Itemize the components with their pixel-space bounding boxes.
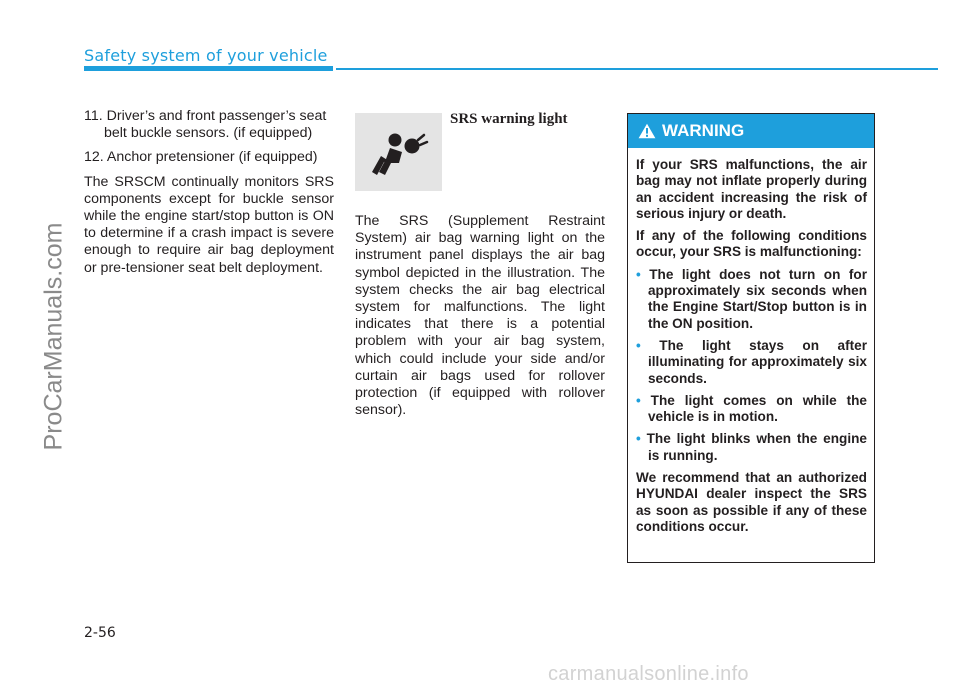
warning-header — [628, 114, 874, 148]
left-column — [84, 108, 334, 277]
page-number: 2-56 — [84, 625, 116, 641]
warning-body — [628, 148, 874, 535]
warning-triangle-icon — [638, 123, 656, 139]
list-item: 12. Anchor pretensioner (if equipped) — [84, 149, 318, 166]
warning-label: WARNING — [662, 121, 745, 140]
bullet: • — [636, 392, 641, 408]
bullet: • — [636, 266, 641, 282]
srs-paragraph: The SRS (Supplement Restraint System) air bag warning light on the instrument panel displays the air bag symbol depicted in the illustration. The system checks the air bag electrical system for malfunctions. The light indicates that there is a potential problem with your air bag system, which could include your side and/or curtain air bags used for rollover protection (if equipped with rollover sensor). — [355, 213, 605, 419]
warning-box — [627, 113, 875, 563]
section-title: Safety system of your vehicle — [84, 46, 328, 65]
list-item: • The light comes on while the vehicle is in motion. — [636, 392, 867, 425]
bottom-watermark: carmanualsonline.info — [548, 663, 749, 685]
bullet: • — [636, 431, 641, 447]
list-item: • The light does not turn on for approximately six seconds when the Engine Start/Stop button is in the ON position. — [636, 266, 867, 331]
warning-conditions-intro: If any of the following conditions occur, your SRS is malfunctioning: — [636, 228, 867, 260]
airbag-warning-icon — [355, 113, 442, 191]
bullet: • — [636, 337, 641, 353]
srs-warning-light-heading: SRS warning light — [450, 111, 568, 127]
list-item: 11. Driver’s and front passenger’s seat belt buckle sensors. (if equipped) — [84, 108, 327, 142]
header-rule-thick — [84, 66, 333, 71]
list-item: • The light blinks when the engine is running. — [636, 431, 867, 463]
warning-recommendation: We recommend that an authorized HYUNDAI dealer inspect the SRS as soon as possible if any of these conditions occur. — [636, 470, 867, 534]
header-rule-thin — [336, 68, 938, 70]
side-watermark: ProCarManuals.com — [39, 222, 68, 451]
srscm-paragraph: The SRSCM continually monitors SRS components except for buckle sensor while the engine start/stop button is ON to determine if a crash impact is severe enough to require air bag deployment or pre-tensioner seat belt deployment. — [84, 173, 334, 276]
warning-intro: If your SRS malfunctions, the air bag may not inflate properly during an accident increasing the risk of serious injury or death. — [636, 157, 867, 221]
list-item: • The light stays on after illuminating for approximately six seconds. — [636, 337, 867, 386]
